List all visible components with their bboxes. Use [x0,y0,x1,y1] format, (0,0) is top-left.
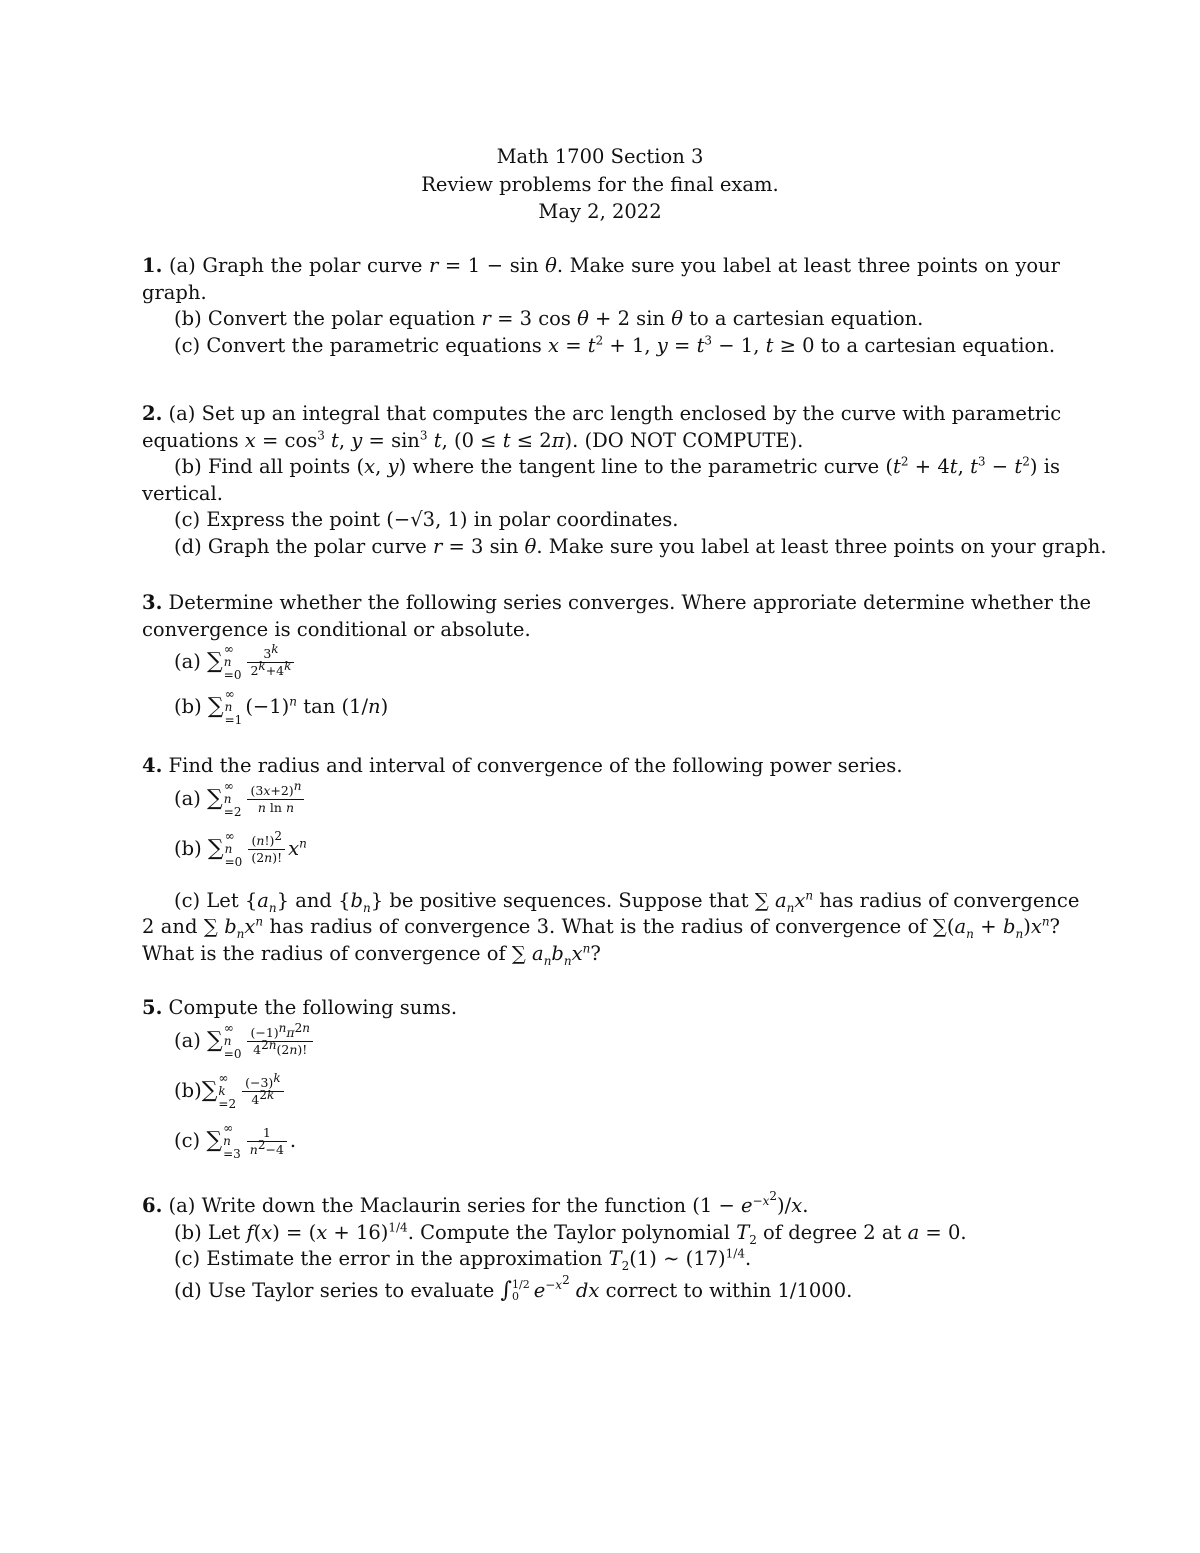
problem-6d: (d) Use Taylor series to evaluate ∫ 1/2 0 $e^{-x^2}$ dx correct to within 1/1000. [174,1273,853,1303]
exam-header [0,143,1200,226]
course-title: Math 1700 Section 3 [496,145,704,168]
problem-number: 4. [142,754,163,777]
problem-2c: (c) Express the point (−√3, 1) in polar coordinates. [174,508,679,531]
problem-6b: (b) Let $f(x) = (x + 16)^{1/4}$. Compute the Taylor polynomial $T_2$ of degree 2 at a = 0. [174,1220,967,1247]
problem-3-line-1: 3. Determine whether the following series converges. Where approriate determine whether the [142,591,1092,614]
problem-3b: (b) ∑ ∞ n =1 $(-1)^n$ tan (1/n) [174,687,389,727]
problem-5 [142,995,1060,1161]
problem-2b-line-2: vertical. [142,481,223,505]
problem-3a: (a) ∑ ∞ n =0 $\frac{3^k}{2^k+4^k}$ [142,643,1060,679]
problem-3 [142,590,1092,727]
problem-6a: 6. (a) Write down the Maclaurin series for the function $(1 - e^{-x^2})/x$. [142,1188,809,1217]
problem-5c: (c) ∑ ∞ n =3 $\frac{1}{n^2-4}$ . [174,1120,297,1161]
problem-1b: (b) Convert the polar equation r = 3 cos θ + 2 sin θ to a cartesian equation. [174,307,924,330]
problem-3-line-2: convergence is conditional or absolute. [142,617,531,641]
problem-number: 3. [142,591,163,614]
problem-4b: (b) ∑ ∞ n =0 $\frac{(n!)^2}{(2n)!}$ $x^n$ [174,828,307,869]
problem-5-line-1: 5. Compute the following sums. [142,996,458,1019]
problem-2 [142,401,1107,560]
exam-date: May 2, 2022 [538,200,662,223]
problem-4 [142,753,1080,968]
problem-2-line-1: 2. (a) Set up an integral that computes the arc length enclosed by the curve with parametric [142,402,1062,425]
problem-4c-line-2: 2 and ∑ $b_nx^n$ has radius of convergence 3. What is the radius of convergence of $\sum(a_n + b_n)x^n$? [142,914,1061,941]
problem-1 [142,253,1060,359]
problem-1c: (c) Convert the parametric equations $x = t^2 + 1$, $y = t^3 - 1$, t ≥ 0 to a cartesian equation. [174,333,1056,357]
problem-4c-line-1: (c) Let $\{a_n\}$ and $\{b_n\}$ be positive sequences. Suppose that ∑ $a_nx^n$ has radius of convergence [174,888,1080,915]
problem-2-line-2: equations $x = \cos^3 t$, $y = \sin^3 t$, (0 ≤ t ≤ 2π). (DO NOT COMPUTE). [142,428,804,452]
problem-4c-line-3: What is the radius of convergence of ∑ $a_nb_nx^n$? [142,941,601,968]
problem-number: 2. [142,402,163,425]
problem-6 [142,1188,1060,1309]
problem-2d: (d) Graph the polar curve r = 3 sin θ. Make sure you label at least three points on your graph. [174,534,1107,558]
problem-number: 5. [142,996,163,1019]
problem-4-line-1: 4. Find the radius and interval of convergence of the following power series. [142,754,903,777]
problem-5a: (a) ∑ ∞ n =0 $\frac{(-1)^n\pi^{2n}}{4^{2n}(2n)!}$ [142,1022,1060,1058]
problem-4a: (a) ∑ ∞ n =2 $\frac{(3x+2)^n}{\text{n ln n}}$ [142,780,1060,816]
problem-number: 1. [142,254,163,277]
problem-1-line-2: graph. [142,280,207,304]
problem-2b-line-1: (b) Find all points (x, y) where the tangent line to the parametric curve ($t^2 + 4t$, $t^3 - t^2$) is [174,454,1060,478]
problem-5b: (b)∑ ∞ k =2 $\frac{(-3)^k}{4^{2k}}$ [142,1072,1060,1108]
problem-6c: (c) Estimate the error in the approximation $T_2(1)$ ∼ $(17)^{1/4}$. [174,1246,752,1273]
exam-subtitle: Review problems for the final exam. [421,172,779,196]
problem-number: 6. [142,1194,163,1217]
problem-1-line-1: 1. (a) Graph the polar curve r = 1 − sin θ. Make sure you label at least three points on your [142,254,1060,277]
